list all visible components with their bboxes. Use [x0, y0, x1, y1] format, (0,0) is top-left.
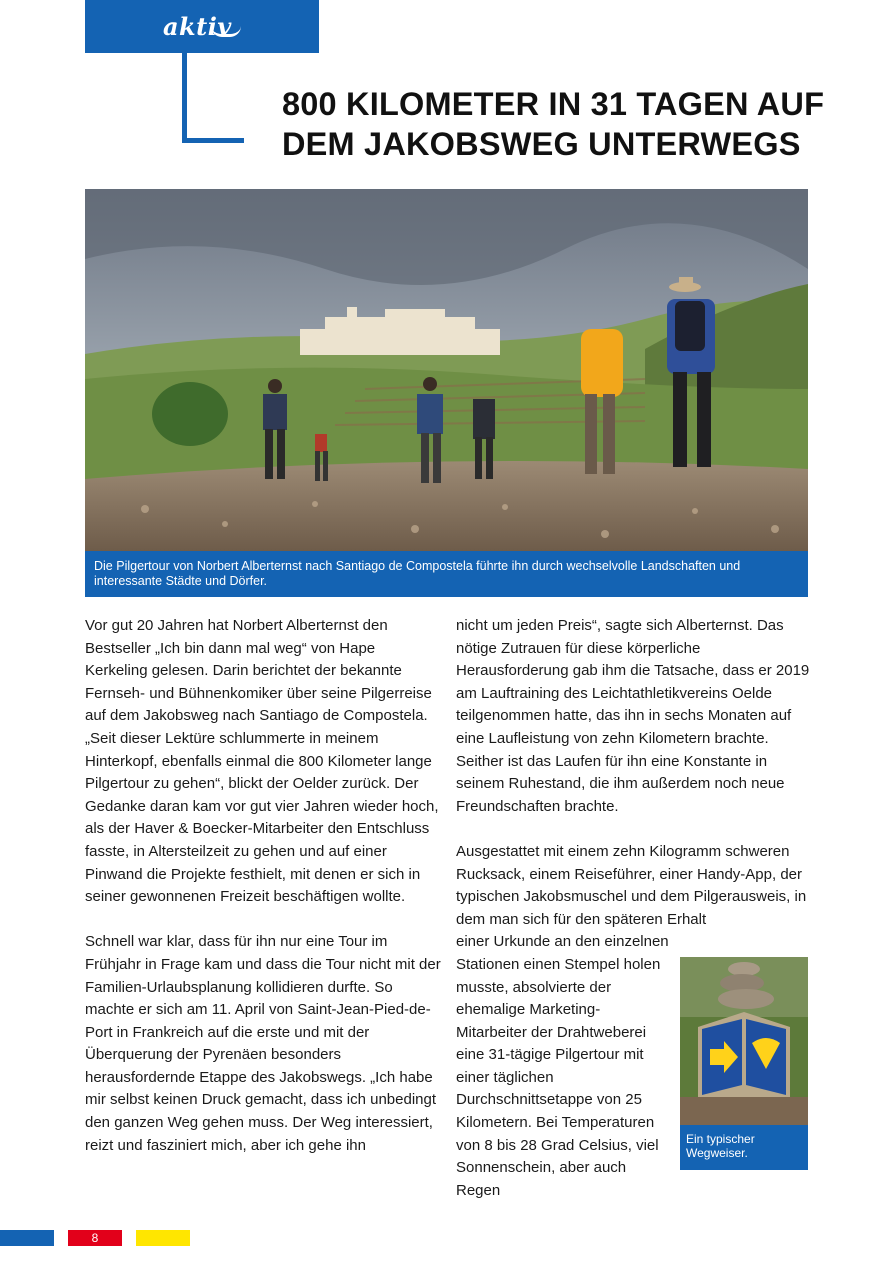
main-photo	[85, 189, 808, 551]
waymarker-illustration	[680, 957, 808, 1125]
section-logo: aktiv	[163, 12, 232, 41]
footer-bar-yellow	[136, 1230, 190, 1246]
title-line-1: 800 KILOMETER IN 31 TAGEN AUF	[282, 86, 825, 122]
title-line-2: DEM JAKOBSWEG UNTERWEGS	[282, 126, 801, 162]
article-column-left	[85, 615, 441, 1157]
paragraph: Schnell war klar, dass für ihn nur eine Tour im Frühjahr in Frage kam und dass die Tour nicht mit der Familien-Urlaubsplanung kollidieren durfte. So machte er sich am 11. April von Saint-Jean-Pied-de-Port in Frankreich auf die erste und mit der Überquerung der Pyrenäen besonders herausfordernde Etappe des Jakobswegs. „Ich habe mir selbst keinen Druck gemacht, dass ich unbedingt den ganzen Weg gehen muss. Der Weg interessiert, reizt und fasziniert mich, aber ich gehe ihn	[85, 933, 441, 1154]
main-photo-illustration	[85, 189, 808, 551]
section-tab	[85, 0, 319, 53]
paragraph: Vor gut 20 Jahren hat Norbert Alberternst den Bestseller „Ich bin dann mal weg“ von Hape Kerkeling gelesen. Darin berichtet der bekannte Fernseh- und Bühnenkomiker über seine Pilgerreise auf dem Jakobsweg nach Santiago de Compostela. „Seit dieser Lektüre schlummerte in meinem Hinterkopf, ebenfalls einmal die 800 Kilometer lange Pilgertour zu gehen“, blickt der Oelder zurück. Der Gedanke daran kam vor gut vier Jahren wieder hoch, als der Haver & Boecker-Mitarbeiter den Entschluss fasste, in Altersteilzeit zu gehen und auf einer Pinwand die Projekte festhielt, mit denen er sich in seiner gewonnenen Freizeit beschäftigen wollte.	[85, 617, 439, 906]
main-photo-caption: Die Pilgertour von Norbert Alberternst nach Santiago de Compostela führte ihn durch wechselvolle Landschaften und interessante Städte und Dörfer.	[85, 551, 808, 597]
logo-swash	[211, 26, 241, 37]
title-bracket-horizontal	[182, 138, 244, 143]
article-title	[282, 84, 862, 164]
paragraph: nicht um jeden Preis“, sagte sich Alberternst. Das nötige Zutrauen für diese körperliche Herausforderung gab ihm die Tatsache, dass er 2019 am Lauftraining des Leichtathletikvereins Oelde teilgenommen hatte, das ihn in sechs Monaten auf eine Laufleistung von zehn Kilometern brachte. Seither ist das Laufen für ihn eine Konstante in seinem Ruhestand, die ihm außerdem noch neue Freundschaften brachte.	[456, 617, 810, 815]
waymarker-caption: Ein typischer Wegweiser.	[680, 1125, 808, 1170]
page-number: 8	[68, 1230, 122, 1246]
title-bracket-vertical	[182, 53, 187, 143]
paragraph: Ausgestattet mit einem zehn Kilogramm schweren Rucksack, einem Reiseführer, einer Handy-App, der typischen Jakobsmuschel und dem Pilgerausweis, in dem man sich für den späteren Erhalt	[456, 842, 807, 928]
waymarker-photo	[680, 957, 808, 1125]
footer-bar-blue	[0, 1230, 54, 1246]
paragraph: einer Urkunde an den einzelnen Stationen einen Stempel holen musste, absolvierte der ehemalige Marketing-Mitarbeiter der Drahtweberei eine 31-tägige Pilgertour mit einer täglichen Durchschnittsetappe von 25 Kilometern. Bei Temperaturen von 8 bis 28 Grad Celsius, viel Sonnenschein, aber auch Regen	[456, 933, 669, 1199]
